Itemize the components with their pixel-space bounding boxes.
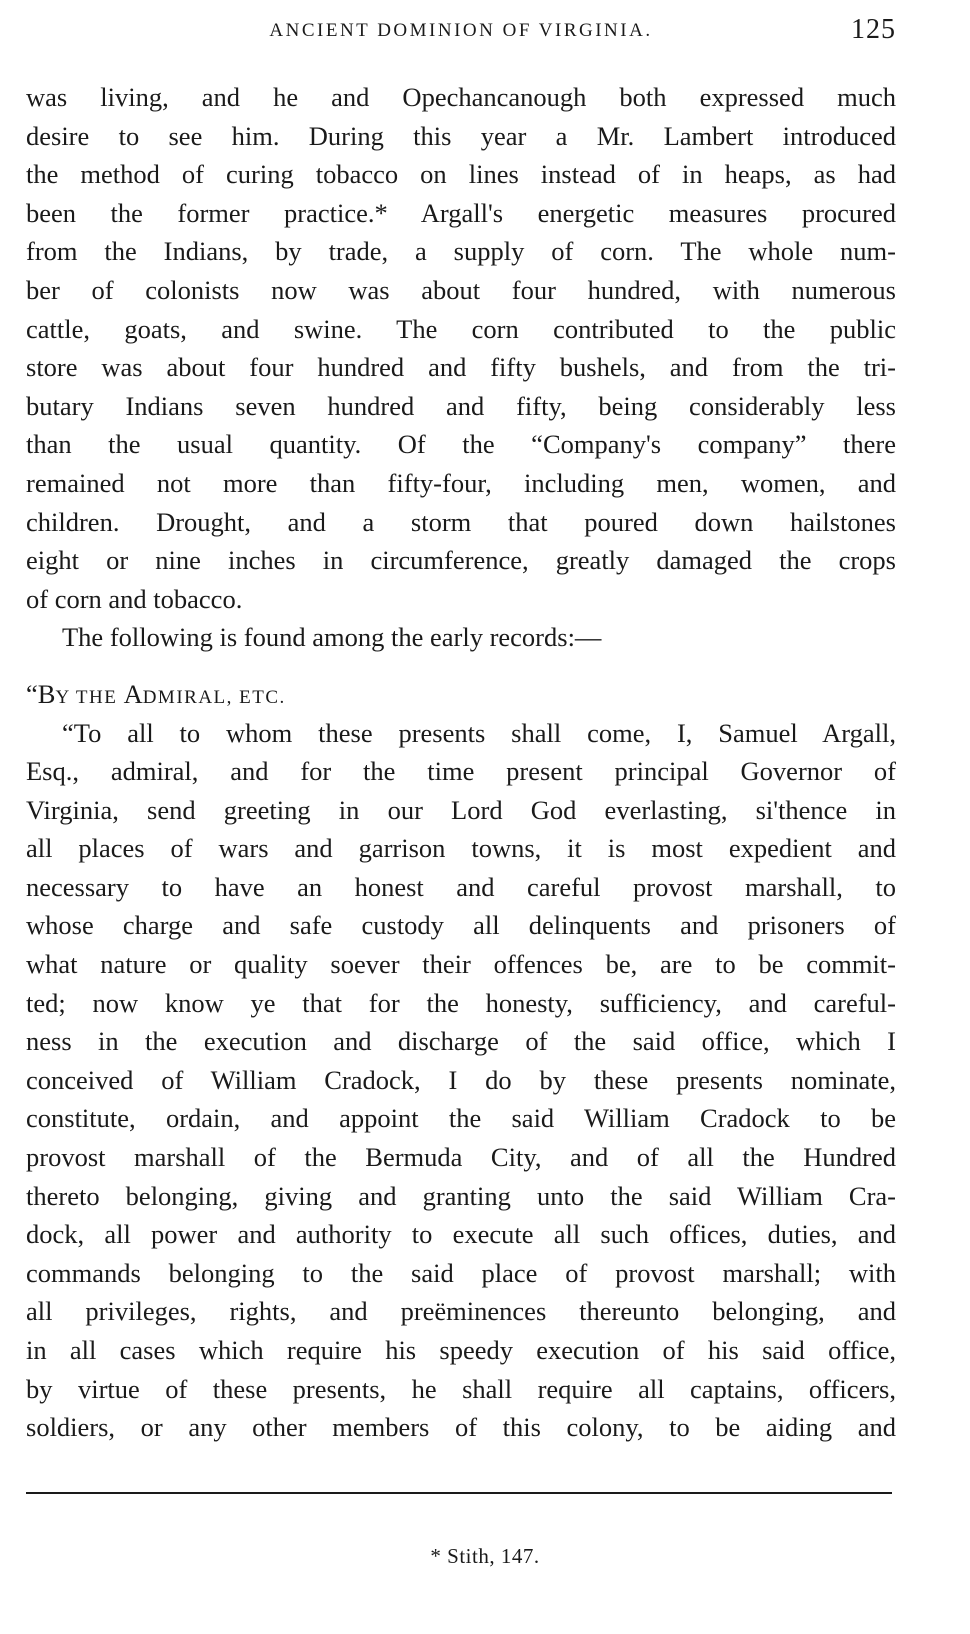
text-line: soldiers, or any other members of this colony, to be aiding and xyxy=(26,1412,896,1443)
text-line: butary Indians seven hundred and fifty, being considerably less xyxy=(26,390,896,421)
page-number: 125 xyxy=(851,14,896,45)
text-line: ted; now know ye that for the honesty, sufficiency, and careful- xyxy=(26,987,896,1018)
text-line: by virtue of these presents, he shall require all captains, officers, xyxy=(26,1373,896,1404)
text-line: constitute, ordain, and appoint the said William Cradock to be xyxy=(26,1103,896,1134)
text-line: was living, and he and Opechancanough both expressed much xyxy=(26,82,896,112)
footnote-divider xyxy=(26,1492,892,1494)
text-line: Virginia, send greeting in our Lord God everlasting, si'thence in xyxy=(26,794,896,825)
text-line: remained not more than fifty-four, including men, women, and xyxy=(26,467,896,498)
text-line: commands belonging to the said place of provost marshall; with xyxy=(26,1257,896,1288)
text-line: eight or nine inches in circumference, greatly damaged the crops xyxy=(26,545,896,576)
heading-initial-a: A xyxy=(123,678,143,709)
text-line: ness in the execution and discharge of the said office, which I xyxy=(26,1026,896,1057)
text-line: provost marshall of the Bermuda City, and of all the Hundred xyxy=(26,1142,896,1173)
text-line: of corn and tobacco. xyxy=(26,583,243,614)
text-line: desire to see him. During this year a Mr. Lambert introduced xyxy=(26,120,896,151)
text-line: necessary to have an honest and careful provost marshall, to xyxy=(26,871,896,902)
text-line: from the Indians, by trade, a supply of corn. The whole num- xyxy=(26,236,896,267)
body-text xyxy=(26,78,896,1447)
text-line: what nature or quality soever their offences be, are to be commit- xyxy=(26,949,896,980)
text-line: whose charge and safe custody all delinquents and prisoners of xyxy=(26,910,896,941)
running-header xyxy=(26,14,896,52)
heading-small-caps: DMIRAL, ETC. xyxy=(142,686,286,708)
text-line: ber of colonists now was about four hundred, with numerous xyxy=(26,274,896,305)
text-line: than the usual quantity. Of the “Company's company” there xyxy=(26,429,896,460)
text-line: been the former practice.* Argall's energetic measures procured xyxy=(26,197,896,228)
heading-initial-b: B xyxy=(37,678,56,709)
text-line: the method of curing tobacco on lines instead of in heaps, as had xyxy=(26,159,896,190)
paragraph-proclamation xyxy=(26,714,896,1447)
paragraph-records-intro xyxy=(26,618,896,657)
text-line: dock, all power and authority to execute all such offices, duties, and xyxy=(26,1219,896,1250)
text-line: cattle, goats, and swine. The corn contributed to the public xyxy=(26,313,896,344)
paragraph-gap xyxy=(26,657,896,675)
text-line: conceived of William Cradock, I do by these presents nominate, xyxy=(26,1064,896,1095)
paragraph-narrative xyxy=(26,78,896,618)
heading-small-caps: Y THE xyxy=(55,686,124,708)
text-line: Esq., admiral, and for the time present principal Governor of xyxy=(26,756,896,787)
text-line: all places of wars and garrison towns, it is most expedient and xyxy=(26,833,896,864)
text-line: in all cases which require his speedy execution of his said office, xyxy=(26,1335,896,1365)
text-line: “To all to whom these presents shall come, I, Samuel Argall, xyxy=(62,717,896,748)
heading-open-quote: “ xyxy=(26,678,38,709)
text-line: thereto belonging, giving and granting unto the said William Cra- xyxy=(26,1180,896,1211)
text-line: all privileges, rights, and preëminences thereunto belonging, and xyxy=(26,1296,896,1327)
footnote: * Stith, 147. xyxy=(430,1544,540,1568)
text-line: The following is found among the early records:— xyxy=(62,622,602,653)
text-line: store was about four hundred and fifty bushels, and from the tri- xyxy=(26,352,896,383)
text-line: children. Drought, and a storm that poured down hailstones xyxy=(26,506,896,537)
document-heading xyxy=(26,675,896,714)
running-title: ANCIENT DOMINION OF VIRGINIA. xyxy=(269,20,653,41)
